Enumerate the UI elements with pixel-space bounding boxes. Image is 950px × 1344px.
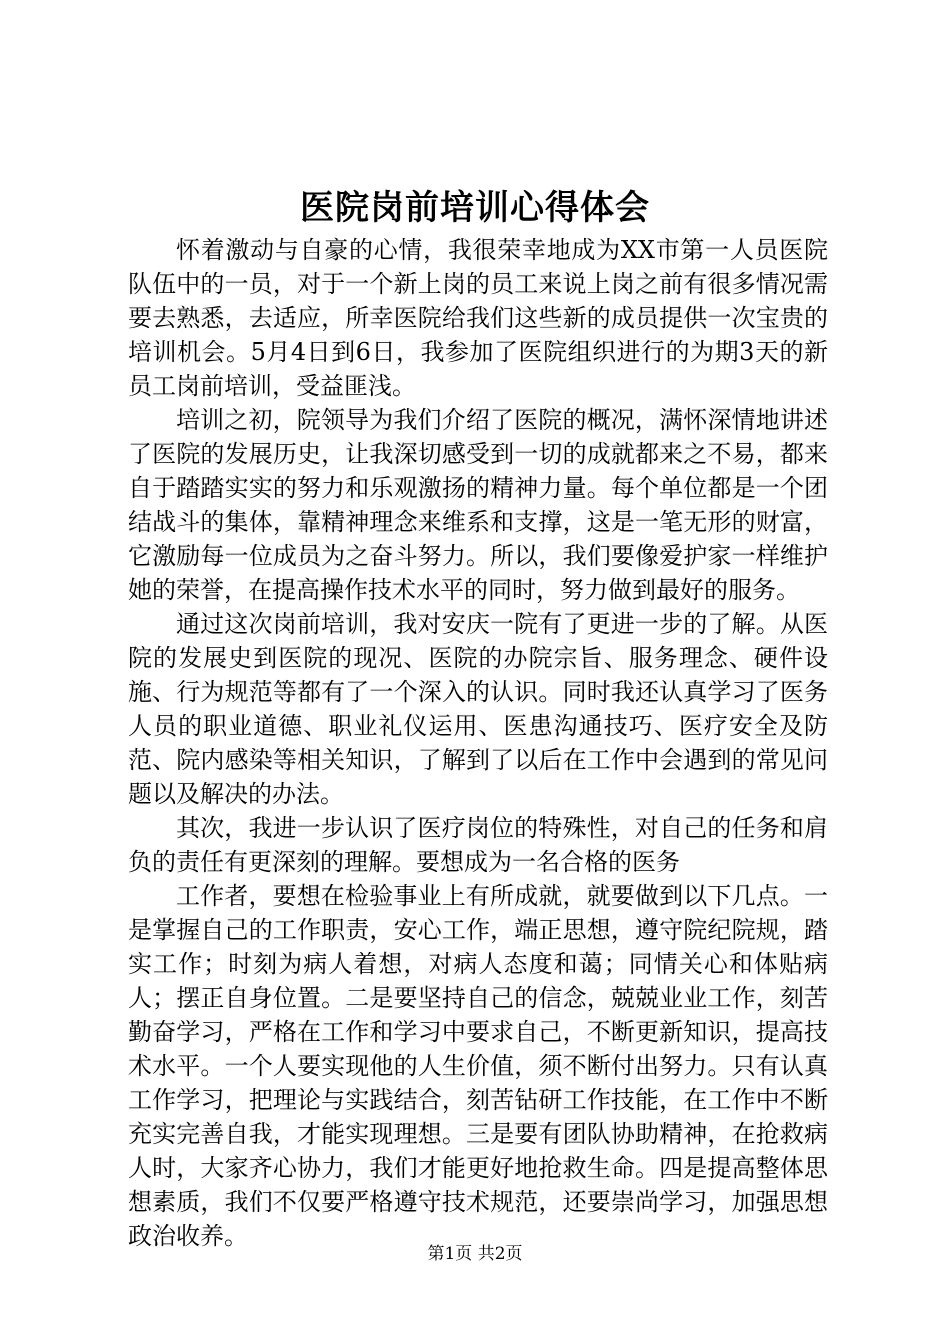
paragraph-4: 其次，我进一步认识了医疗岗位的特殊性，对自己的任务和肩负的责任有更深刻的理解。要想成为一名合格的医务: [128, 814, 828, 876]
page-number-footer: 第1页 共2页: [427, 1244, 523, 1264]
document-body: [128, 233, 828, 1253]
paragraph-3: 通过这次岗前培训，我对安庆一院有了更进一步的了解。从医院的发展史到医院的现况、医院的办院宗旨、服务理念、硬件设施、行为规范等都有了一个深入的认识。同时我还认真学习了医务人员的职业道德、职业礼仪运用、医患沟通技巧、医疗安全及防范、院内感染等相关知识，了解到了以后在工作中会遇到的常见问题以及解决的办法。: [128, 610, 828, 808]
document-title: 医院岗前培训心得体会: [300, 188, 650, 228]
paragraph-2: 培训之初，院领导为我们介绍了医院的概况，满怀深情地讲述了医院的发展历史，让我深切感受到一切的成就都来之不易，都来自于踏踏实实的努力和乐观激扬的精神力量。每个单位都是一个团结战斗的集体，靠精神理念来维系和支撑，这是一笔无形的财富，它激励每一位成员为之奋斗努力。所以，我们要像爱护家一样维护她的荣誉，在提高操作技术水平的同时，努力做到最好的服务。: [128, 406, 828, 604]
paragraph-1: 怀着激动与自豪的心情，我很荣幸地成为XX市第一人员医院队伍中的一员，对于一个新上岗的员工来说上岗之前有很多情况需要去熟悉，去适应，所幸医院给我们这些新的成员提供一次宝贵的培训机会。5月4日到6日，我参加了医院组织进行的为期3天的新员工岗前培训，受益匪浅。: [128, 236, 828, 400]
paragraph-5: 工作者，要想在检验事业上有所成就，就要做到以下几点。一是掌握自己的工作职责，安心工作，端正思想，遵守院纪院规，踏实工作；时刻为病人着想，对病人态度和蔼；同情关心和体贴病人；摆正自身位置。二是要坚持自己的信念，兢兢业业工作，刻苦勤奋学习，严格在工作和学习中要求自己，不断更新知识，提高技术水平。一个人要实现他的人生价值，须不断付出努力。只有认真工作学习，把理论与实践结合，刻苦钻研工作技能，在工作中不断充实完善自我，才能实现理想。三是要有团队协助精神，在抢救病人时，大家齐心协力，我们才能更好地抢救生命。四是提高整体思想素质，我们不仅要严格遵守技术规范，还要崇尚学习，加强思想政治收养。: [128, 882, 828, 1250]
